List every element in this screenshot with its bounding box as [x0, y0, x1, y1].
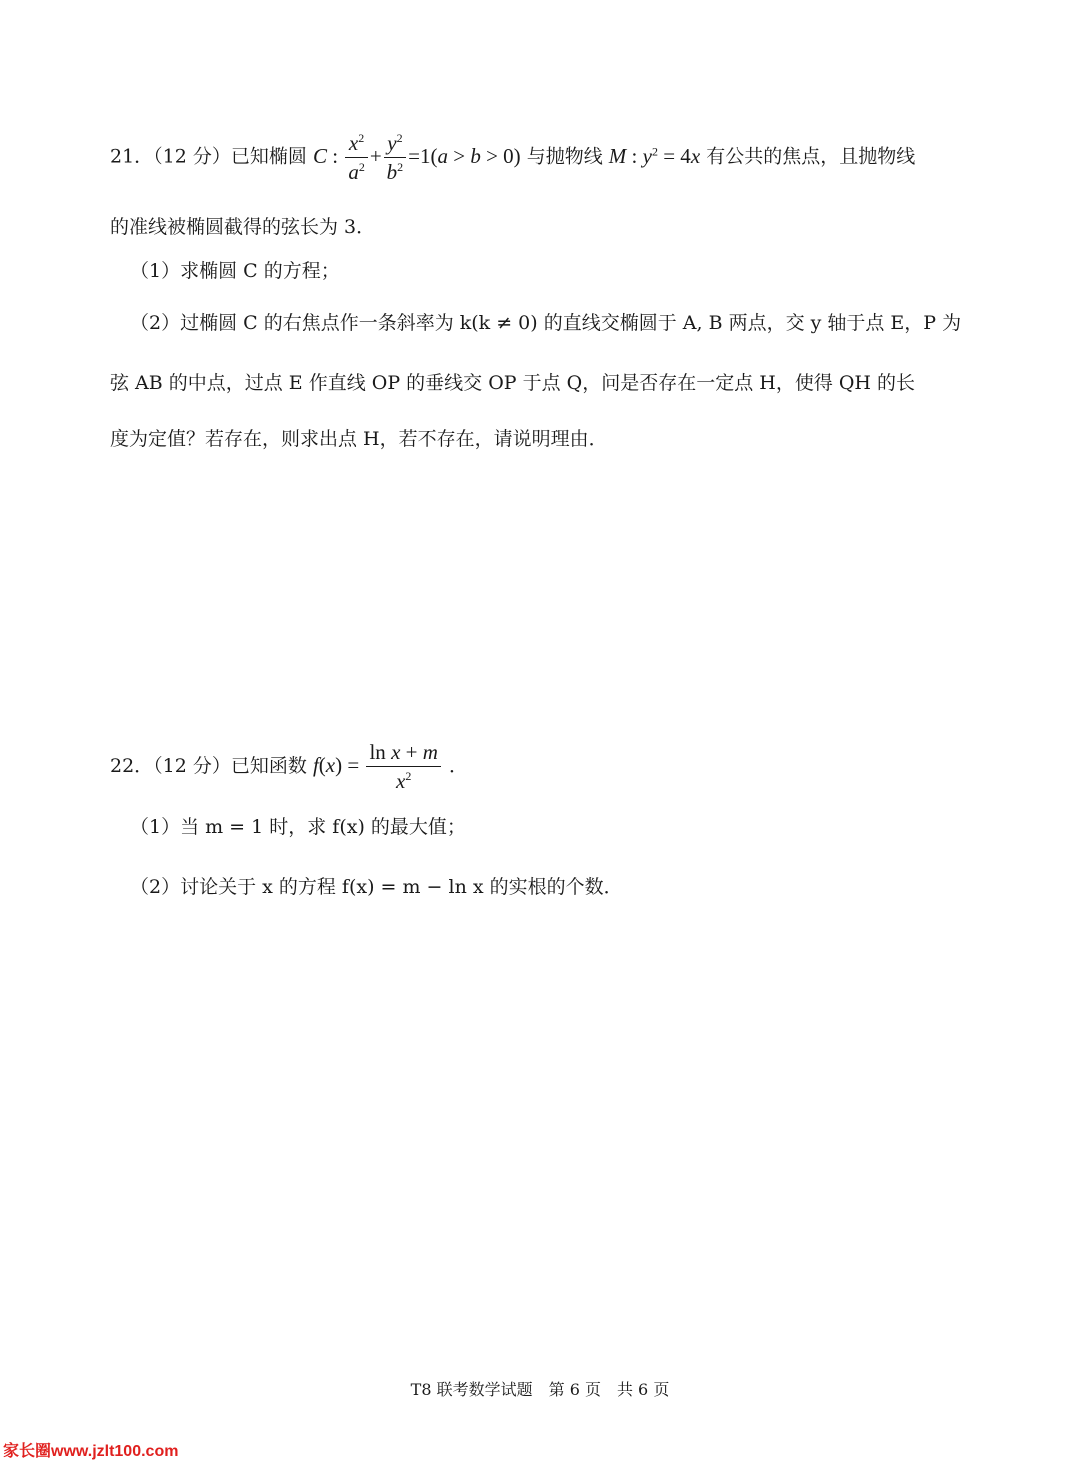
q22-part1: （1）当 m = 1 时，求 f(x) 的最大值；: [130, 816, 466, 838]
q21-ellipse-equation: C : $\frac{x^2}{a^2}$ + $\frac{y^2}{b^2}$ =1(a > b > 0): [312, 131, 521, 184]
q21-number-label: 21．（12 分）已知椭圆: [110, 145, 307, 168]
q21-part2-line2: 弦 AB 的中点，过点 E 作直线 OP 的垂线交 OP 于点 Q，问是否存在一定点 H，使得 QH 的长: [110, 372, 916, 394]
q22-line1-end: ．: [448, 755, 468, 777]
q21-parabola-equation: M : $y^2 = 4x$: [608, 143, 701, 168]
q21-part1: （1）求椭圆 C 的方程；: [130, 260, 340, 282]
q21-line1: [110, 132, 915, 183]
q21-line1-end: 有公共的焦点，且抛物线: [706, 145, 916, 168]
site-watermark: 家长圈www.jzlt100.com: [3, 1443, 179, 1460]
q21-part2-line3: 度为定值？若存在，则求出点 H，若不存在，请说明理由．: [110, 428, 608, 450]
q22-number-label: 22．（12 分）已知函数: [110, 755, 307, 777]
q21-line2: 的准线被椭圆截得的弦长为 3．: [110, 216, 376, 238]
q21-mid-text: 与抛物线: [526, 145, 603, 168]
q22-line1: [110, 742, 468, 792]
page-footer: T8 联考数学试题 第 6 页 共 6 页: [410, 1380, 670, 1399]
q21-part2-line1: （2）过椭圆 C 的右焦点作一条斜率为 k(k ≠ 0) 的直线交椭圆于 A, B 两点，交 y 轴于点 E，P 为: [130, 312, 962, 334]
q22-function-definition: f(x) = $\frac{\text{ln x + m}}{x^2}$: [313, 755, 449, 777]
q22-part2: （2）讨论关于 x 的方程 f(x) = m − ln x 的实根的个数．: [130, 876, 623, 898]
